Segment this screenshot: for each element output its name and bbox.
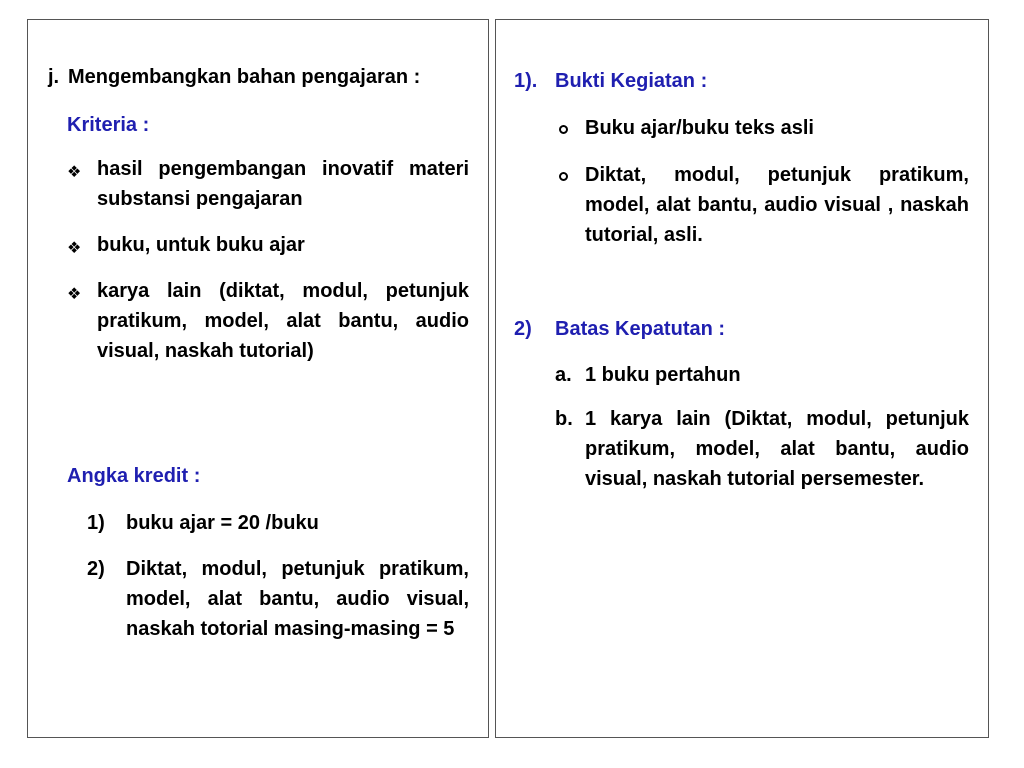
limit-item: 1 karya lain (Diktat, modul, petunjuk pratikum, model, alat bantu, audio visual, naskah tutorial persemester. [585,408,969,490]
section-heading: Mengembangkan bahan pengajaran : [68,66,421,88]
limit-title: Batas Kepatutan : [555,318,726,340]
circle-bullet-icon [559,125,568,134]
limit-marker: b. [555,408,573,430]
limit-item: 1 buku pertahun [585,364,741,386]
criteria-item: karya lain (diktat, modul, petunjuk pratikum, model, alat bantu, audio visual, naskah tutorial) [97,280,469,362]
evidence-item: Buku ajar/buku teks asli [585,117,814,139]
diamond-bullet-icon: ❖ [67,240,82,257]
heading-marker: j. [48,66,60,88]
limit-marker: a. [555,364,572,386]
credit-item: buku ajar = 20 /buku [126,512,319,534]
criteria-item: hasil pengembangan inovatif materi substansi pengajaran [97,158,469,210]
credit-item: Diktat, modul, petunjuk pratikum, model, alat bantu, audio visual, naskah totorial masing-masing = 5 [126,558,469,640]
credit-title: Angka kredit : [67,465,201,487]
limit-number: 2) [514,318,532,340]
evidence-item: Diktat, modul, petunjuk pratikum, model, alat bantu, audio visual , naskah tutorial, asli. [585,164,969,246]
evidence-title: Bukti Kegiatan : [555,70,708,92]
criteria-title: Kriteria : [67,114,150,136]
diamond-bullet-icon: ❖ [67,164,82,181]
credit-number: 2) [87,558,105,580]
credit-number: 1) [87,512,105,534]
criteria-item: buku, untuk buku ajar [97,234,305,256]
circle-bullet-icon [559,172,568,181]
evidence-number: 1). [514,70,538,92]
diamond-bullet-icon: ❖ [67,286,82,303]
